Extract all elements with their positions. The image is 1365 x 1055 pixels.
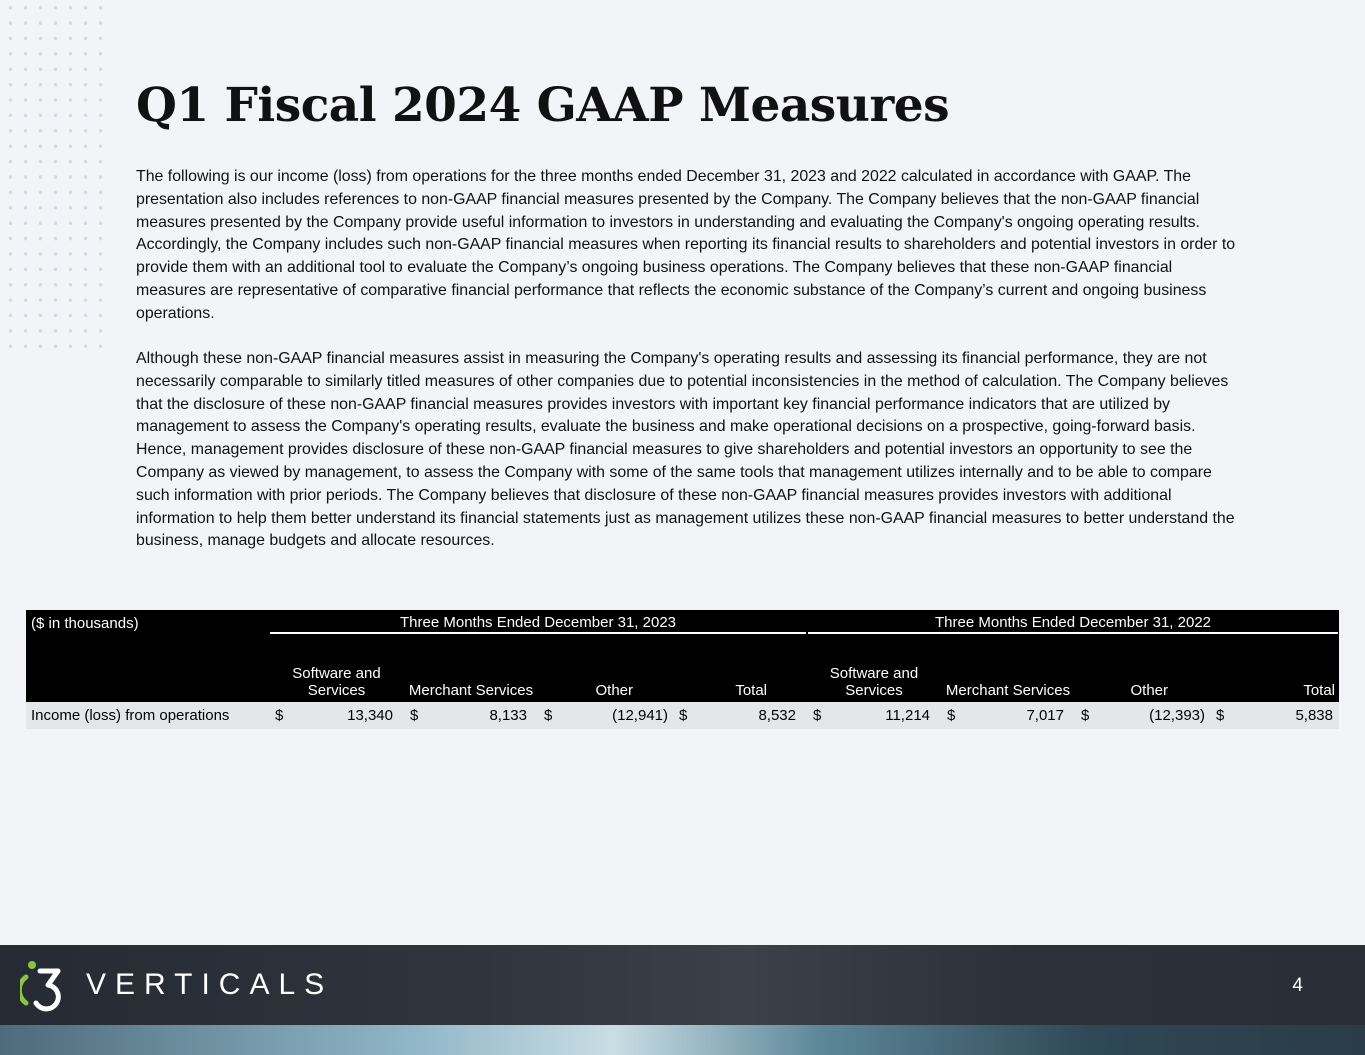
i3-verticals-logo-icon (20, 957, 80, 1013)
column-header-other-2023: Other (538, 637, 673, 702)
period-header-2022: Three Months Ended December 31, 2022 (807, 610, 1339, 637)
brand-wordmark: VERTICALS (86, 968, 334, 1001)
column-header-software-2023: Software and Services (269, 637, 404, 702)
column-header-merchant-2023: Merchant Services (404, 637, 538, 702)
units-label: ($ in thousands) (26, 610, 269, 637)
column-header-merchant-2022: Merchant Services (941, 637, 1075, 702)
value-cell: $ (12,393) (1075, 702, 1210, 729)
value-cell: $ (12,941) (538, 702, 673, 729)
value-cell: $ 8,133 (404, 702, 538, 729)
period-header-2023: Three Months Ended December 31, 2023 (269, 610, 807, 637)
value-cell: $ 13,340 (269, 702, 404, 729)
table-row (26, 702, 1339, 729)
footer-bar (0, 945, 1365, 1055)
decorative-dot-grid (0, 0, 110, 350)
column-header-software-2022: Software and Services (807, 637, 941, 702)
column-header-other-2022: Other (1075, 637, 1210, 702)
row-label: Income (loss) from operations (26, 702, 269, 729)
table-header-periods (26, 610, 1339, 637)
value-cell: $ 7,017 (941, 702, 1075, 729)
gaap-measures-table (26, 610, 1339, 729)
column-header-total-2022: Total (1210, 637, 1339, 702)
column-header-total-2023: Total (673, 637, 807, 702)
value-cell: $ 8,532 (673, 702, 807, 729)
disclosure-paragraph: Although these non-GAAP financial measures assist in measuring the Company's operating results and assessing its financial performance, they are not necessarily comparable to similarly titled measures of other companies due to potential inconsistencies in the method of calculation. The Company believes that the disclosure of these non-GAAP financial measures provides investors with important key financial performance indicators that are utilized by management to assess the Company's operating results, evaluate the business and make operational decisions on a prospective, going-forward basis. Hence, management provides disclosure of these non-GAAP financial measures to give shareholders and potential investors an opportunity to see the Company as viewed by management, to assess the Company with some of the same tools that management utilizes internally and to be able to compare such information with prior periods. The Company believes that disclosure of these non-GAAP financial measures provides investors with additional information to help them better understand its financial statements just as management utilizes these non-GAAP financial measures to better understand the business, manage budgets and allocate resources. (136, 350, 1235, 550)
page-title: Q1 Fiscal 2024 GAAP Measures (136, 78, 950, 133)
intro-paragraph: The following is our income (loss) from operations for the three months ended December 31, 2023 and 2022 calculated in accordance with GAAP. The presentation also includes references to non-GAAP financial measures presented by the Company. The Company believes that the non-GAAP financial measures presented by the Company provide useful information to investors in understanding and evaluating the Company's ongoing operating results. Accordingly, the Company includes such non-GAAP financial measures when reporting its financial results to shareholders and potential investors in order to provide them with an additional tool to evaluate the Company’s ongoing business operations. The Company believes that these non-GAAP financial measures are representative of comparative financial performance that reflects the economic substance of the Company’s current and ongoing business operations. (136, 168, 1236, 322)
footer-image-strip (0, 1025, 1365, 1055)
column-header-blank (26, 637, 269, 702)
page-number: 4 (1292, 975, 1303, 996)
value-cell: $ 11,214 (807, 702, 941, 729)
value-cell: $ 5,838 (1210, 702, 1339, 729)
table-header-columns (26, 637, 1339, 702)
